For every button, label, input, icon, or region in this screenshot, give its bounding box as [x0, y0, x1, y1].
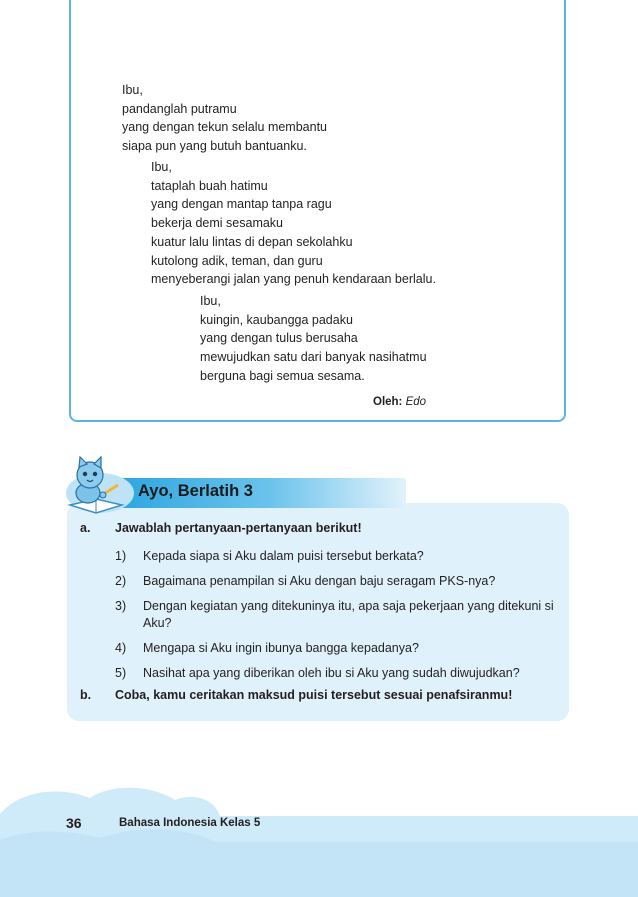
- poem-line: Ibu,: [122, 83, 143, 97]
- part-b-marker: b.: [80, 688, 92, 702]
- poem-line: Ibu,: [151, 160, 172, 174]
- part-a-instruction: Jawablah pertanyaan-pertanyaan berikut!: [115, 521, 362, 535]
- exercise-title: Ayo, Berlatih 3: [138, 482, 253, 500]
- question-text: Nasihat apa yang diberikan oleh ibu si Aku yang sudah diwujudkan?: [143, 666, 520, 680]
- poem-line: siapa pun yang butuh bantuanku.: [122, 139, 307, 154]
- poem-line: kuingin, kaubangga padaku: [200, 312, 353, 327]
- poem-line: yang dengan tekun selalu membantu: [122, 120, 328, 135]
- poem-line: pandanglah putramu: [122, 101, 237, 116]
- part-a-marker: a.: [80, 521, 91, 535]
- author-name: Edo: [405, 396, 427, 408]
- poem-line: berguna bagi semua sesama.: [200, 368, 365, 383]
- question-item: [115, 598, 565, 632]
- question-item: [115, 548, 565, 565]
- author-label: Oleh:: [373, 396, 403, 408]
- question-item: [115, 665, 565, 682]
- question-number: 4): [115, 641, 127, 655]
- poem-line: yang dengan mantap tanpa ragu: [151, 197, 332, 212]
- part-b-instruction: Coba, kamu ceritakan maksud puisi tersebut sesuai penafsiranmu!: [115, 688, 513, 702]
- poem-line: tataplah buah hatimu: [151, 178, 268, 193]
- poem-line: kuatur lalu lintas di depan sekolahku: [151, 234, 353, 249]
- poem-line: yang dengan tulus berusaha: [200, 331, 358, 346]
- poem-line: bekerja demi sesamaku: [151, 216, 284, 231]
- question-item: [115, 573, 565, 590]
- question-number: 5): [115, 666, 127, 680]
- poem-line: menyeberangi jalan yang penuh kendaraan berlalu.: [151, 272, 436, 287]
- question-list: [115, 548, 565, 690]
- poem-stanza-1: [122, 81, 327, 156]
- question-number: 3): [115, 599, 127, 613]
- book-title: Bahasa Indonesia Kelas 5: [119, 817, 261, 829]
- question-text: Kepada siapa si Aku dalam puisi tersebut berkata?: [143, 549, 424, 563]
- poem-line: Ibu,: [200, 294, 221, 308]
- question-item: [115, 640, 565, 657]
- poem-stanza-2: [151, 158, 436, 289]
- question-number: 1): [115, 549, 127, 563]
- question-number: 2): [115, 574, 127, 588]
- question-text: Mengapa si Aku ingin ibunya bangga kepadanya?: [143, 641, 419, 655]
- cat-mascot-icon: [60, 455, 140, 517]
- question-text: Dengan kegiatan yang ditekuninya itu, apa saja pekerjaan yang ditekuni si Aku?: [143, 599, 554, 630]
- poem-author: [373, 396, 426, 408]
- poem-stanza-3: [200, 292, 427, 386]
- question-text: Bagaimana penampilan si Aku dengan baju seragam PKS-nya?: [143, 574, 496, 588]
- poem-line: mewujudkan satu dari banyak nasihatmu: [200, 350, 427, 365]
- page-number: 36: [66, 815, 82, 831]
- footer-cloud-decoration: [0, 780, 638, 897]
- poem-line: kutolong adik, teman, dan guru: [151, 253, 323, 268]
